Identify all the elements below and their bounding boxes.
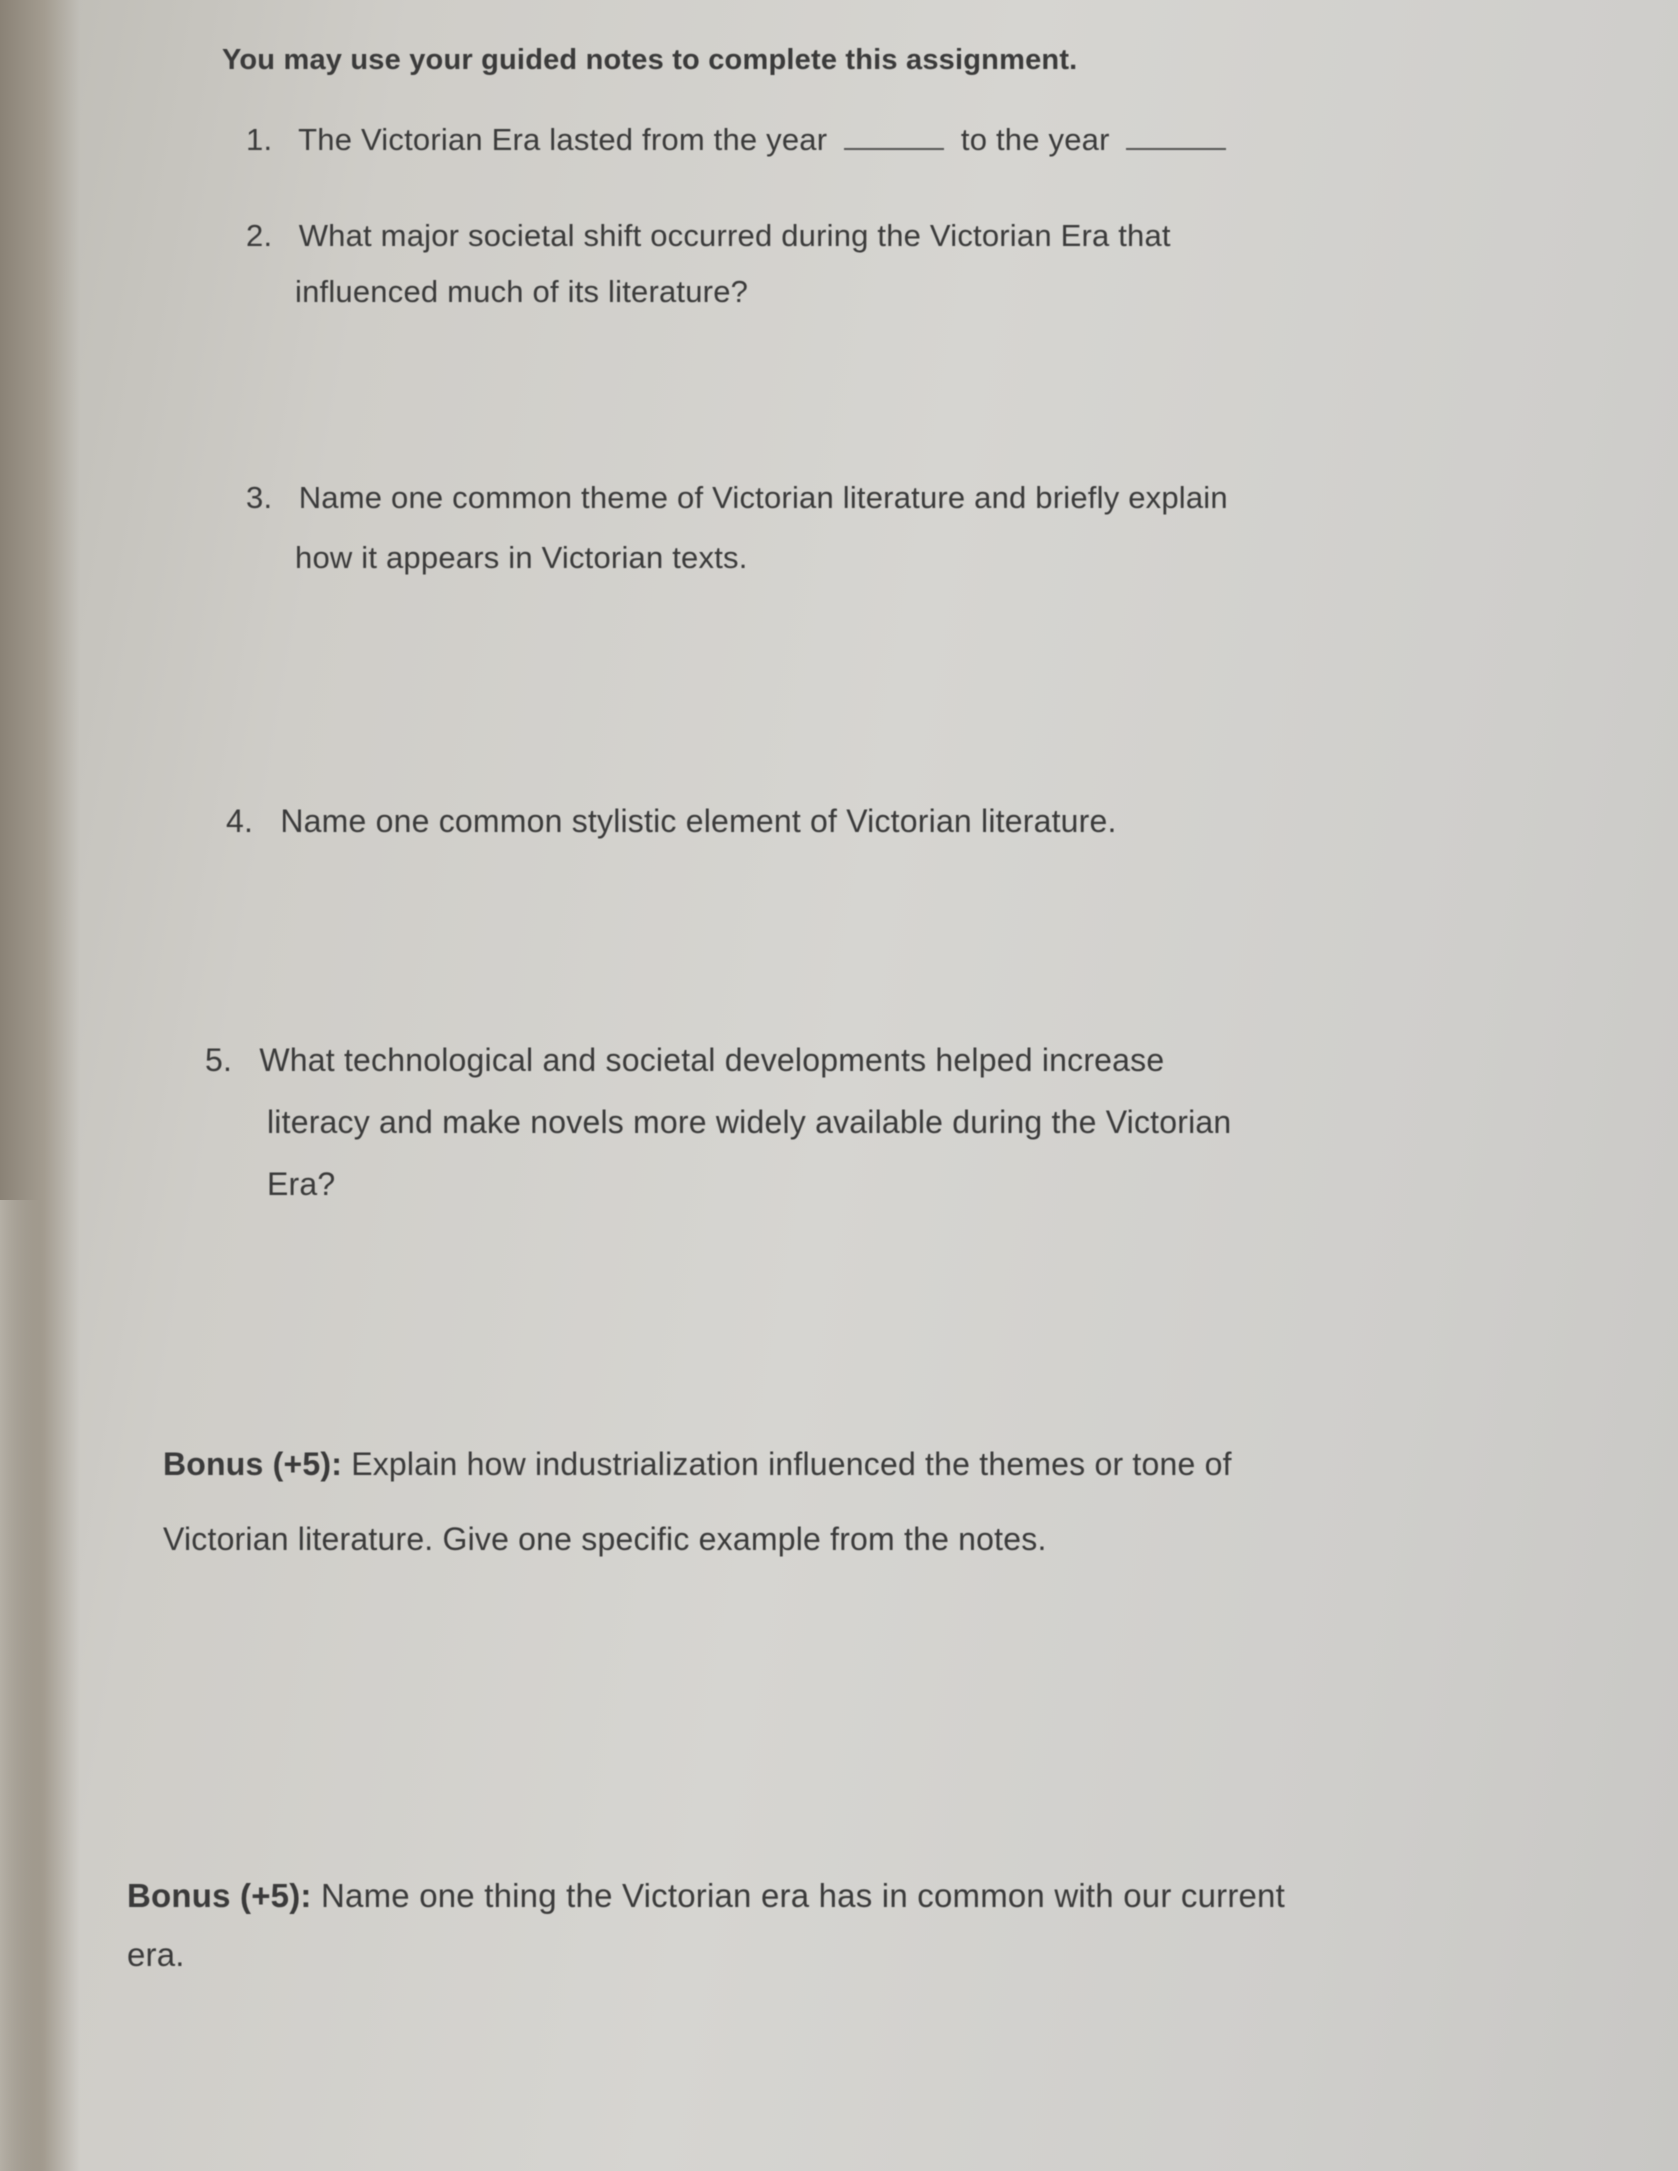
instructions: You may use your guided notes to complete this assignment. [222, 44, 1078, 76]
question-text: What technological and societal developments helped increase [259, 1042, 1165, 1078]
start-year-blank[interactable] [844, 148, 944, 150]
question-5-line-3: Era? [267, 1166, 336, 1202]
question-number: 5. [205, 1042, 233, 1078]
bonus-2-line-2: era. [127, 1936, 185, 1973]
bonus-text: Name one thing the Victorian era has in common with our current [321, 1877, 1285, 1914]
question-text: Name one common theme of Victorian literature and briefly explain [298, 480, 1228, 515]
question-number: 4. [226, 803, 254, 839]
question-text: The Victorian Era lasted from the year [298, 122, 828, 157]
question-5 [205, 1042, 1164, 1079]
question-number: 1. [246, 122, 273, 157]
question-3-line-2: how it appears in Victorian texts. [295, 540, 748, 575]
bonus-1 [163, 1446, 1232, 1483]
question-number: 2. [246, 218, 273, 253]
end-year-blank[interactable] [1126, 148, 1226, 150]
question-text: What major societal shift occurred during the Victorian Era that [298, 218, 1171, 253]
question-text: Name one common stylistic element of Victorian literature. [280, 803, 1117, 839]
question-2-line-2: influenced much of its literature? [295, 274, 749, 309]
bonus-label: Bonus (+5): [163, 1446, 343, 1482]
bonus-2 [127, 1877, 1285, 1915]
question-5-line-2: literacy and make novels more widely available during the Victorian [267, 1104, 1232, 1140]
question-number: 3. [246, 480, 273, 515]
bonus-1-line-2: Victorian literature. Give one specific example from the notes. [163, 1521, 1047, 1557]
question-4 [226, 803, 1117, 840]
question-text: to the year [960, 122, 1110, 157]
question-1 [246, 122, 1234, 158]
bonus-text: Explain how industrialization influenced the themes or tone of [351, 1446, 1232, 1482]
question-2 [246, 218, 1171, 254]
bonus-label: Bonus (+5): [127, 1877, 312, 1914]
question-3 [246, 480, 1228, 516]
page-edge-shadow-lower [0, 1200, 40, 2171]
